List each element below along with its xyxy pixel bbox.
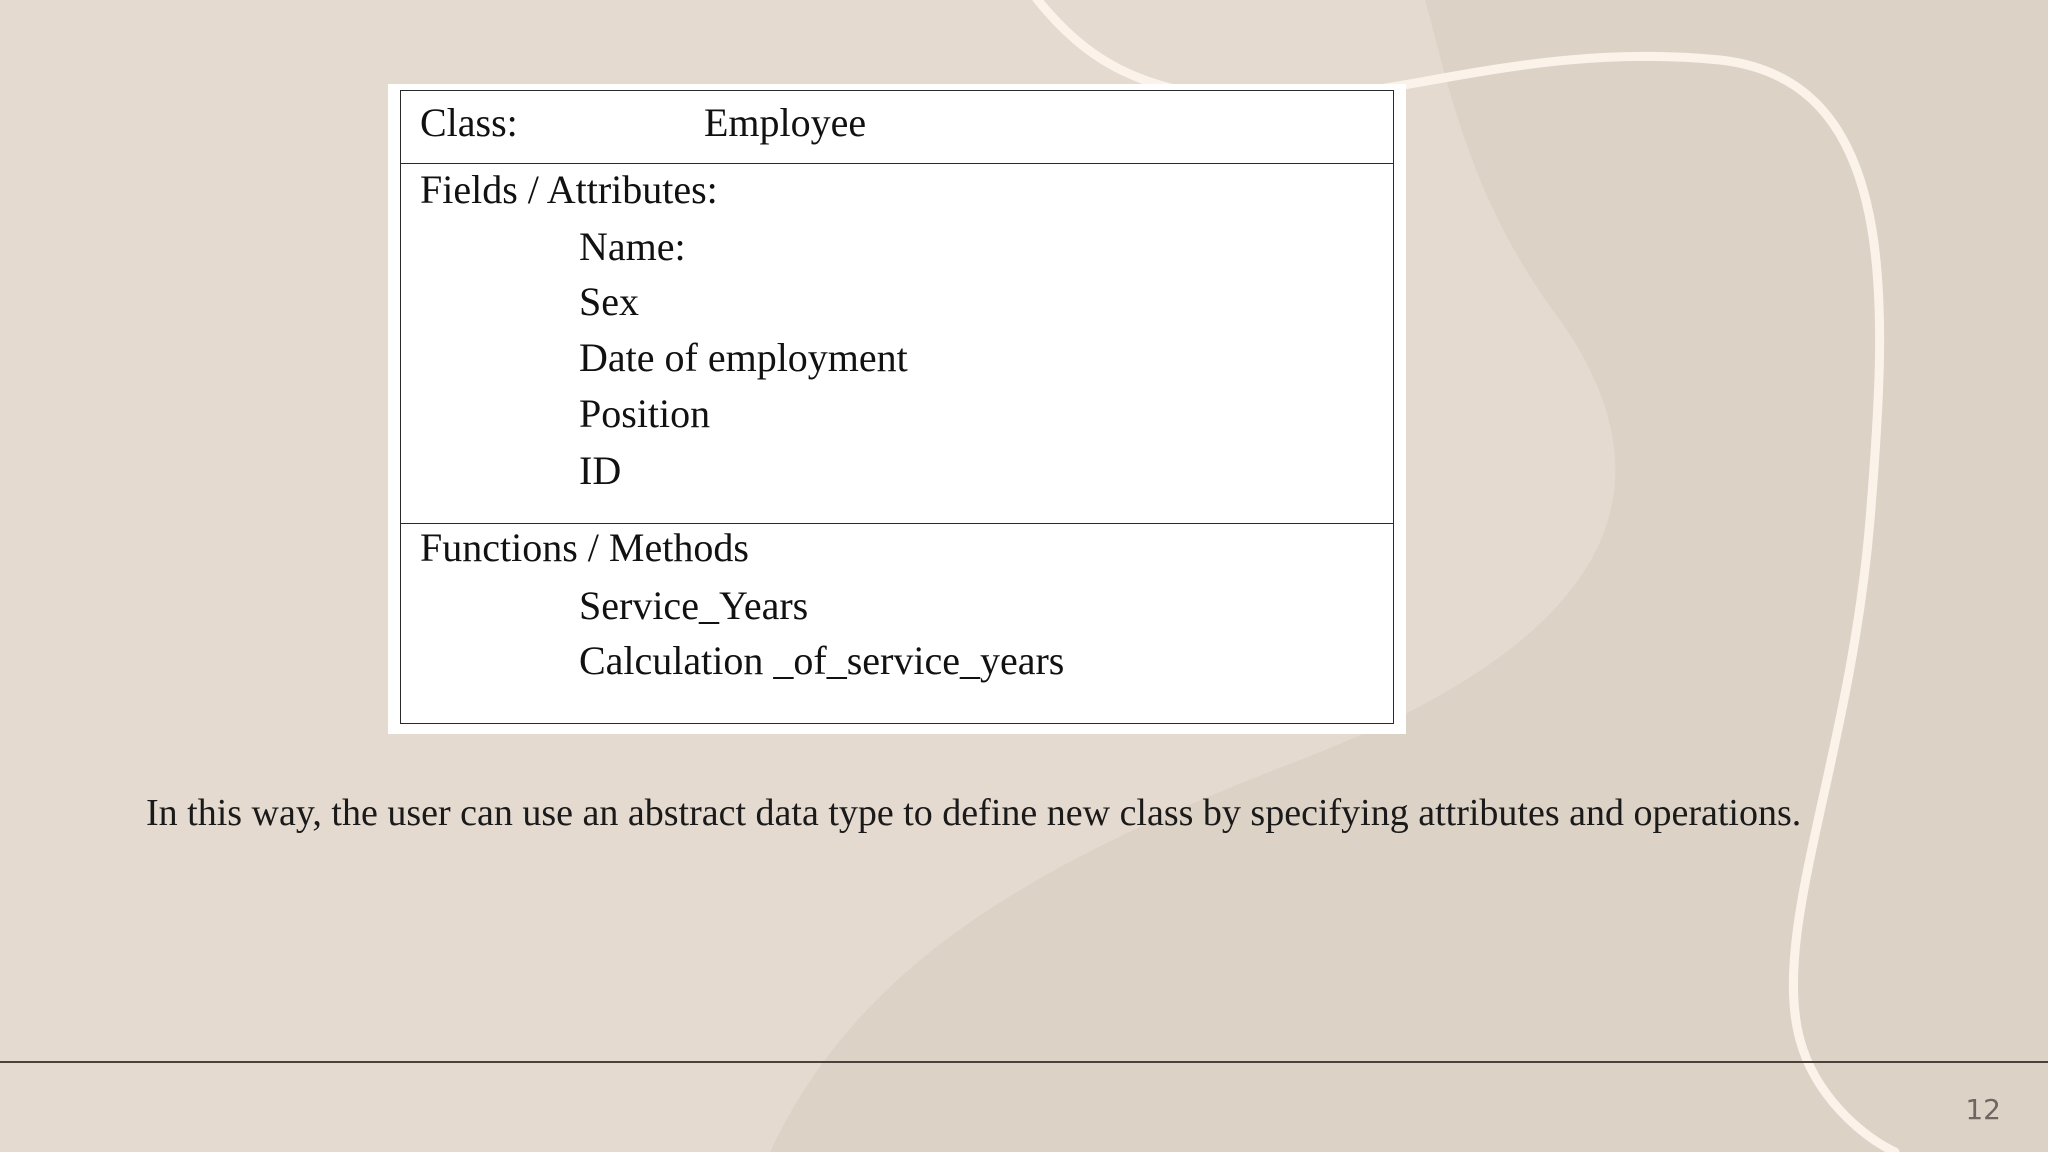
class-name: Employee (704, 100, 867, 145)
fields-title: Fields / Attributes: (420, 167, 718, 212)
field-item: Sex (579, 279, 639, 324)
footer-divider (0, 1061, 2048, 1063)
class-label: Class: (420, 100, 518, 145)
class-frame (400, 90, 1394, 724)
field-item: Position (579, 391, 711, 436)
class-diagram (388, 84, 1406, 734)
page-number: 12 (1965, 1093, 2001, 1126)
fields-section (401, 164, 1393, 524)
method-item: Calculation _of_service_years (579, 638, 1065, 683)
class-header (401, 91, 1393, 164)
methods-title: Functions / Methods (420, 525, 749, 570)
field-item: Name: (579, 224, 686, 269)
caption-text: In this way, the user can use an abstract data type to define new class by specifying attributes and operations. (146, 792, 1802, 834)
field-item: Date of employment (579, 335, 908, 380)
field-item: ID (579, 448, 622, 493)
methods-section (401, 524, 1393, 723)
method-item: Service_Years (579, 583, 809, 628)
